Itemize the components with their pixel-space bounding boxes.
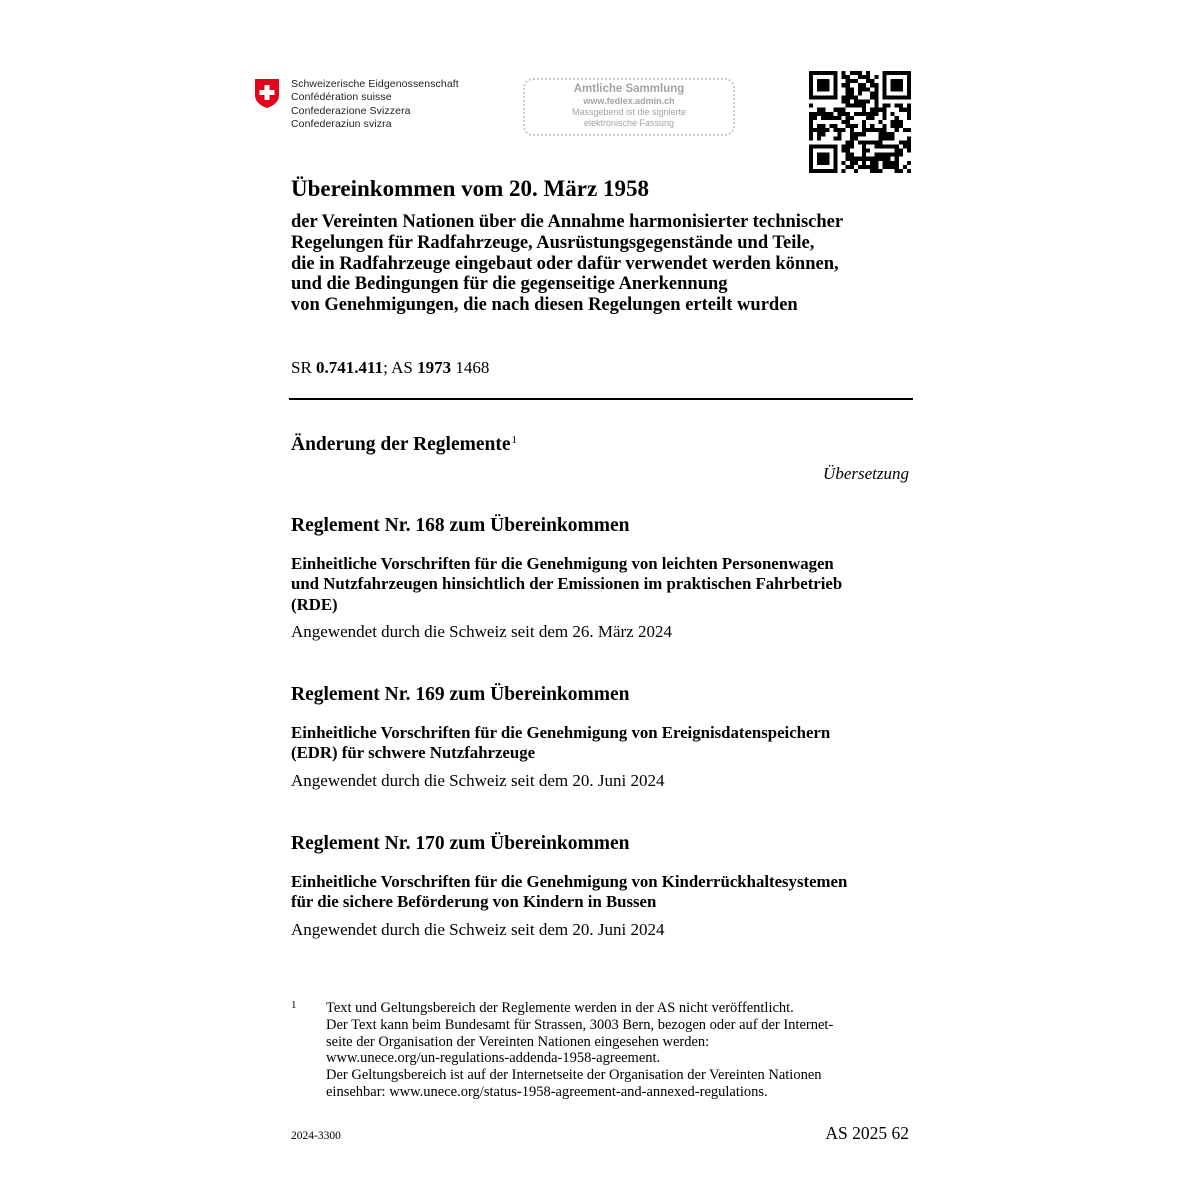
stamp-title: Amtliche Sammlung: [573, 83, 685, 95]
footnote-line: Text und Geltungsbereich der Reglemente werden in der AS nicht veröffentlicht.: [326, 1000, 794, 1016]
footnote-line: Der Text kann beim Bundesamt für Strassen, 3003 Bern, bezogen oder auf der Internet-: [326, 1016, 834, 1033]
confederation-line-fr: Confédération suisse: [291, 91, 392, 104]
subtitle-line: die in Radfahrzeuge eingebaut oder dafür verwendet werden können,: [291, 253, 839, 274]
subtitle-line: Regelungen für Radfahrzeuge, Ausrüstungsgegenstände und Teile,: [291, 232, 815, 253]
sr-as-reference: [291, 358, 489, 378]
regulation-170-subtitle: [291, 872, 847, 913]
confederation-line-de: Schweizerische Eidgenossenschaft: [291, 78, 459, 90]
stamp-note-line-2: elektronische Fassung: [583, 118, 675, 128]
regulation-170-applied: Angewendet durch die Schweiz seit dem 20. Juni 2024: [291, 920, 665, 939]
regulation-168-title: Reglement Nr. 168 zum Übereinkommen: [291, 515, 630, 536]
confederation-line-it: Confederazione Svizzera: [291, 104, 411, 117]
footnote-line: einsehbar: www.unece.org/status-1958-agreement-and-annexed-regulations.: [326, 1083, 768, 1100]
regulation-subtitle-line: (EDR) für schwere Nutzfahrzeuge: [291, 743, 536, 763]
as-year: 1973: [417, 358, 452, 377]
document-subtitle: [291, 212, 931, 316]
sr-number: 0.741.411: [316, 358, 384, 377]
stamp-note-line-1: Massgebend ist die signierte: [571, 107, 687, 117]
swiss-cross-icon: [253, 78, 281, 109]
confederation-line-rm: Confederaziun svizra: [291, 117, 392, 130]
regulation-168-applied: Angewendet durch die Schweiz seit dem 26. März 2024: [291, 622, 672, 641]
official-collection-stamp: [523, 78, 735, 136]
regulation-subtitle-line: Einheitliche Vorschriften für die Genehmigung von Kinderrückhaltesystemen: [291, 872, 848, 891]
amendment-heading: [291, 434, 517, 456]
as-page-reference: AS 2025 62: [825, 1123, 909, 1143]
regulation-subtitle-line: und Nutzfahrzeugen hinsichtlich der Emissionen im praktischen Fahrbetrieb: [291, 574, 843, 594]
stamp-note: [525, 107, 733, 129]
regulation-subtitle-line: Einheitliche Vorschriften für die Genehmigung von leichten Personenwagen: [291, 554, 834, 573]
amendment-heading-text: Änderung der Reglemente: [291, 434, 511, 455]
document-number: 2024-3300: [291, 1130, 341, 1142]
document-title: Übereinkommen vom 20. März 1958: [291, 176, 649, 201]
regulation-subtitle-line: Einheitliche Vorschriften für die Genehmigung von Ereignisdatenspeichern: [291, 723, 831, 742]
sr-label: SR: [291, 358, 312, 377]
confederation-names: [291, 78, 459, 131]
footnote-line: Der Geltungsbereich ist auf der Internetseite der Organisation der Vereinten Nationen: [326, 1067, 822, 1084]
regulation-169-title: Reglement Nr. 169 zum Übereinkommen: [291, 684, 630, 705]
subtitle-line: von Genehmigungen, die nach diesen Regelungen erteilt wurden: [291, 295, 798, 316]
sr-separator: ;: [383, 358, 388, 377]
regulation-168-subtitle: [291, 554, 842, 615]
footnote-line: seite der Organisation der Vereinten Nationen eingesehen werden:: [326, 1033, 710, 1050]
translation-note: Übersetzung: [823, 464, 909, 483]
footnote-text: [326, 1000, 833, 1101]
horizontal-rule: [289, 398, 913, 400]
footnote-number: 1: [291, 999, 297, 1011]
as-page: 1468: [455, 358, 490, 377]
qr-code-icon: [809, 71, 911, 173]
subtitle-line: und die Bedingungen für die gegenseitige Anerkennung: [291, 274, 728, 295]
regulation-169-applied: Angewendet durch die Schweiz seit dem 20. Juni 2024: [291, 771, 665, 790]
regulation-subtitle-line: für die sichere Beförderung von Kindern in Bussen: [291, 892, 657, 912]
footnote-reference[interactable]: 1: [511, 434, 518, 446]
subtitle-line: der Vereinten Nationen über die Annahme harmonisierter technischer: [291, 212, 844, 232]
stamp-url: www.fedlex.admin.ch: [583, 96, 675, 106]
regulation-170-title: Reglement Nr. 170 zum Übereinkommen: [291, 833, 630, 854]
regulation-subtitle-line: (RDE): [291, 594, 338, 614]
as-label: AS: [391, 358, 413, 377]
regulation-169-subtitle: [291, 723, 830, 764]
footnote-line: www.unece.org/un-regulations-addenda-1958-agreement.: [326, 1050, 661, 1067]
